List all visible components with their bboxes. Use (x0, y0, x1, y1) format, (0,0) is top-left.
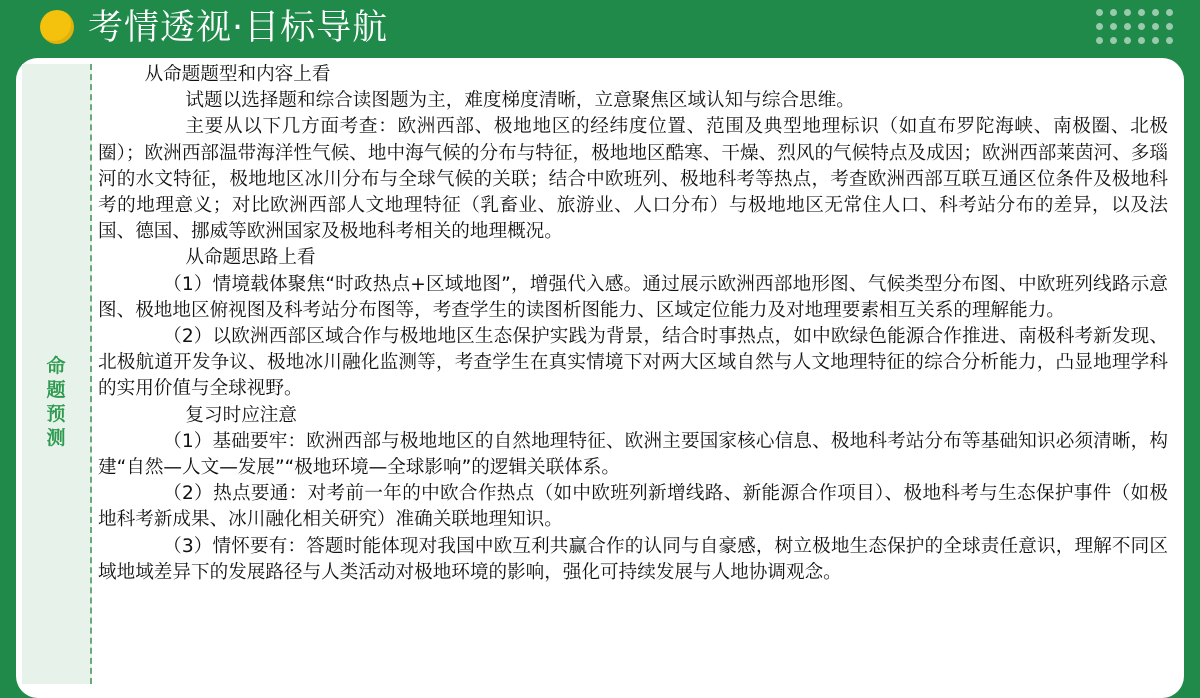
paragraph: （3）情怀要有：答题时能体现对我国中欧互利共赢合作的认同与自豪感，树立极地生态保护的全球责任意识，理解不同区域地域差异下的发展路径与人类活动对极地环境的影响，强化可持续发展与人地协调观念。 (98, 535, 1168, 583)
paragraph: （2）以欧洲西部区域合作与极地地区生态保护实践为背景，结合时事热点，如中欧绿色能源合作推进、南极科考新发现、北极航道开发争议、极地冰川融化监测等，考查学生在真实情境下对两大区域自然与人文地理特征的综合分析能力，凸显地理学科的实用价值与全球视野。 (98, 326, 1168, 400)
page-title: 考情透视·目标导航 (88, 8, 389, 48)
sidebar-label-line1: 命 题 (46, 355, 68, 401)
paragraph: 主要从以下几方面考查：欧洲西部、极地地区的经纬度位置、范围及典型地理标识（如直布罗陀海峡、南极圈、北极圈）；欧洲西部温带海洋性气候、地中海气候的分布与特征，极地地区酷寒、干燥、烈风的气候特点及成因；欧洲西部莱茵河、多瑙河的水文特征，极地地区冰川分布与全球气候的关联；结合中欧班列、极地科考等热点，考查欧洲西部互联互通区位条件及极地科考的地理意义；对比欧洲西部人文地理特征（乳畜业、旅游业、人口分布）与极地地区无常住人口、科考站分布的差异，以及法国、德国、挪威等欧洲国家及极地科考相关的地理概况。 (98, 116, 1168, 243)
header (0, 0, 1200, 58)
sidebar-label (32, 354, 82, 450)
main-text (98, 62, 1168, 586)
sidebar (22, 64, 92, 684)
paragraph: （1）基础要牢：欧洲西部与极地地区的自然地理特征、欧洲主要国家核心信息、极地科考站分布等基础知识必须清晰，构建“自然—人文—发展”“极地环境—全球影响”的逻辑关联体系。 (98, 430, 1168, 479)
section-heading: 复习时应注意 (185, 404, 297, 426)
paragraph: （2）热点要通：对考前一年的中欧合作热点（如中欧班列新增线路、新能源合作项目）、极地科考与生态保护事件（如极地科考新成果、冰川融化相关研究）准确关联地理知识。 (98, 483, 1168, 531)
section-heading: 从命题题型和内容上看 (144, 64, 331, 85)
paragraph: 试题以选择题和综合读图题为主，难度梯度清晰，立意聚焦区域认知与综合思维。 (185, 90, 855, 112)
section-heading: 从命题思路上看 (185, 247, 316, 269)
paragraph: （1）情境载体聚焦“时政热点+区域地图”，增强代入感。通过展示欧洲西部地形图、气候类型分布图、中欧班列线路示意图、极地地区俯视图及科考站分布图等，考查学生的读图析图能力、区域定位能力及对地理要素相互关系的理解能力。 (98, 273, 1168, 321)
sidebar-label-line2: 预 测 (46, 403, 68, 449)
bullet-circle-icon (40, 10, 74, 44)
dots-pattern-icon (1096, 9, 1176, 49)
